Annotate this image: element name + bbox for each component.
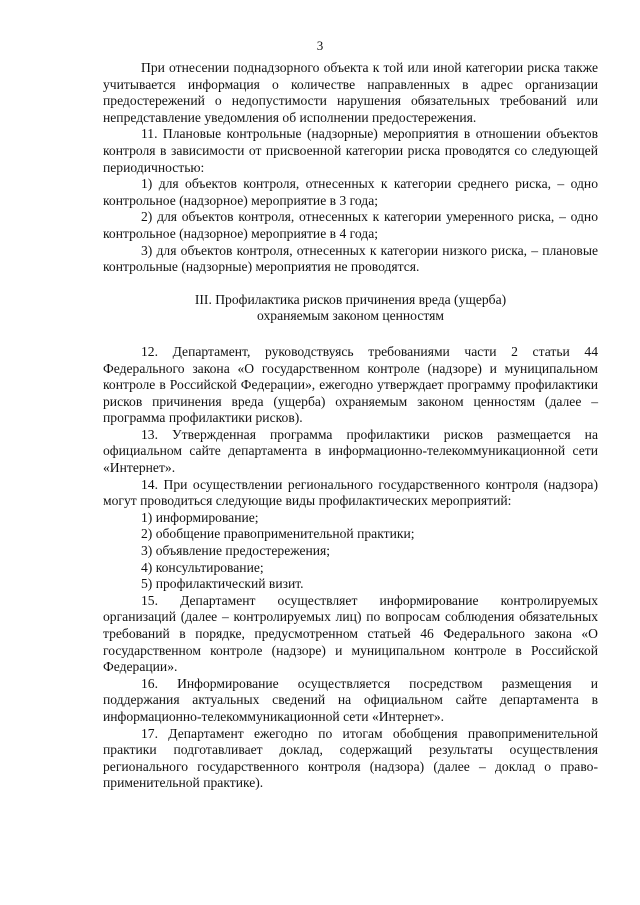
list-item-preventive-visit: 5) профилактический визит. [141,576,304,592]
paragraph-13-program-publication: 13. Утвержденная программа профилактики рисков размещается на официальном сайте департамента в информационно-телекоммуникационной сети «Интернет». [103,426,598,476]
list-item-consulting: 4) консультирование; [141,559,264,575]
section-spacer [103,325,598,344]
document-body [103,60,598,792]
list-item-informing: 1) информирование; [141,509,259,525]
paragraph-17-annual-report: 17. Департамент ежегодно по итогам обобщения правоприменительной практики подготавливает доклад, содержащий результаты осуществления регионального государственного контроля (надзора) (далее – доклад о правоприменительной практике). [103,725,598,791]
paragraph-risk-category-info: При отнесении поднадзорного объекта к той или иной категории риска также учитывается информация о количестве направленных в адрес организации предостережений о недопустимости нарушения обязательных требований или непредставление уведомления об исполнении предостережения. [103,60,598,125]
list-item-medium-risk: 1) для объектов контроля, отнесенных к категории среднего риска, – одно контрольное (надзорное) мероприятие в 3 года; [103,176,598,208]
paragraph-12-prevention-program: 12. Департамент, руководствуясь требованиями части 2 статьи 44 Федерального закона «О государственном контроле (надзоре) и муниципальном контроле в Российской Федерации», ежегодно утверждает программу профилактики рисков причинения вреда (ущерба) охраняемым законом ценностям (далее – программа профилактики рисков). [103,343,598,426]
list-item-low-risk: 3) для объектов контроля, отнесенных к категории низкого риска, – плановые контрольные (надзорные) мероприятия не проводятся. [103,242,598,275]
list-item-warning: 3) объявление предостережения; [141,543,331,559]
paragraph-14-prevention-types: 14. При осуществлении регионального государственного контроля (надзора) могут проводиться следующие виды профилактических мероприятий: [103,476,598,509]
page-number: 3 [316,38,324,53]
list-item-moderate-risk: 2) для объектов контроля, отнесенных к категории умеренного риска, – одно контрольное (надзорное) мероприятие в 4 года; [103,209,598,241]
paragraph-16-informing-method: 16. Информирование осуществляется посредством размещения и поддержания актуальных сведений на официальном сайте департамента в информационно-телекоммуникационной сети «Интернет». [103,675,598,724]
paragraph-11-planned-events: 11. Плановые контрольные (надзорные) мероприятия в отношении объектов контроля в зависимости от присвоенной категории риска проводятся со следующей периодичностью: [103,126,598,175]
section-heading-line-2: охраняемым законом ценностям [257,308,444,324]
section-heading-line-1: III. Профилактика рисков причинения вреда (ущерба) [194,291,507,307]
paragraph-15-informing: 15. Департамент осуществляет информирование контролируемых организаций (далее – контролируемых лиц) по вопросам соблюдения обязательных требований в порядке, предусмотренном статьей 46 Федерального закона «О государственном контроле (надзоре) и муниципальном контроле в Российской Федерации». [103,592,598,675]
list-item-generalization: 2) обобщение правоприменительной практики; [141,526,415,542]
section-heading-iii [103,292,598,325]
